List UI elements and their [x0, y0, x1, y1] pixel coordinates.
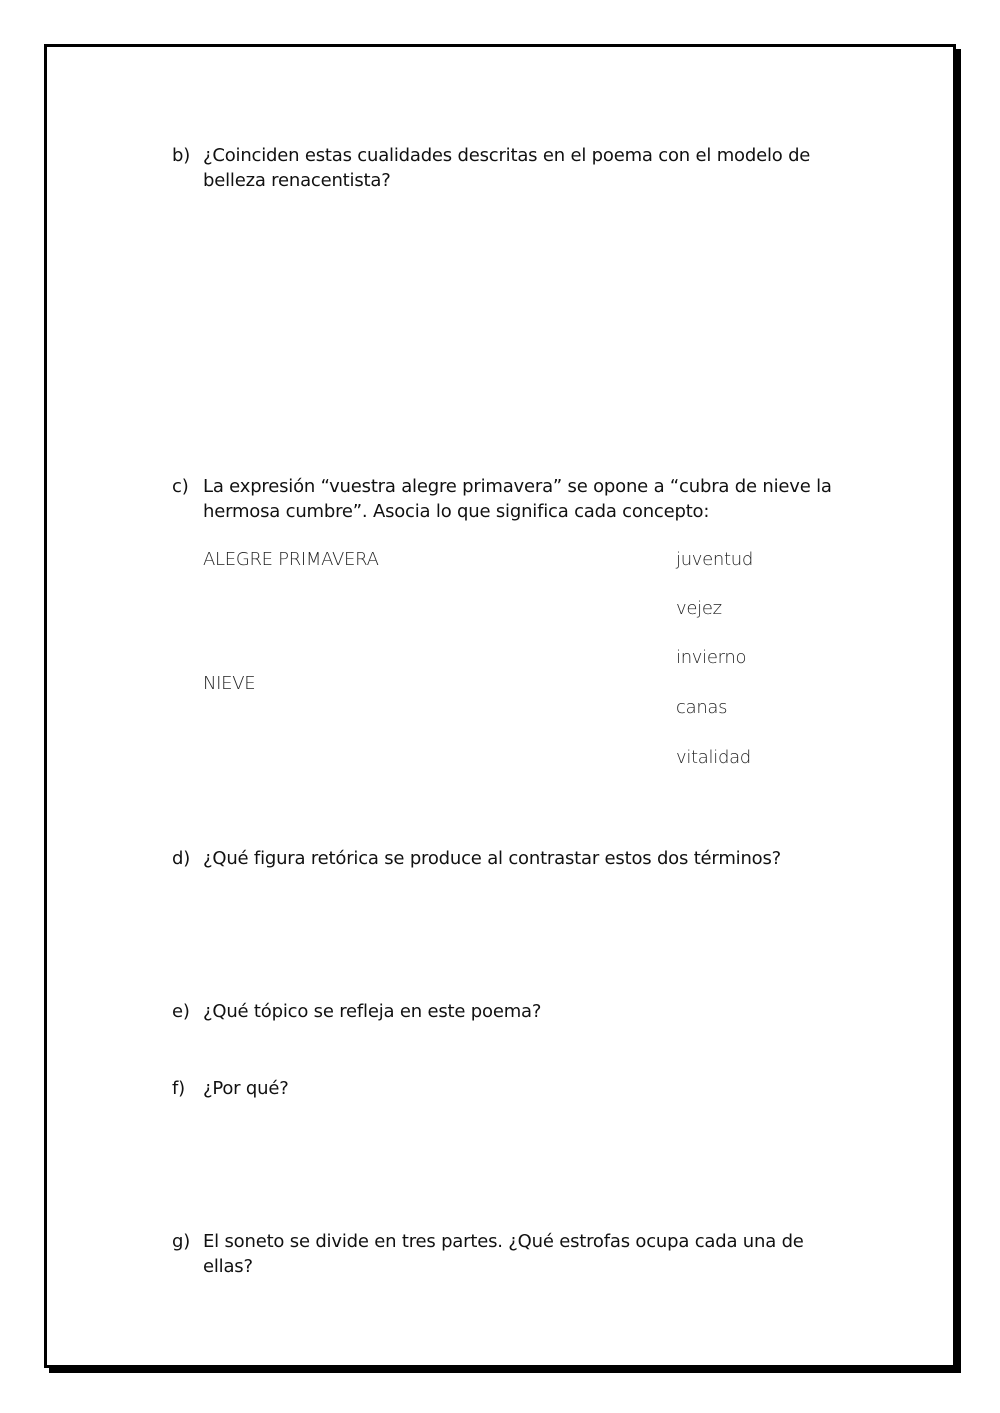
- question-c: [172, 474, 832, 524]
- question-e-text: ¿Qué tópico se refleja en este poema?: [203, 1001, 542, 1022]
- question-g-text: El soneto se divide en tres partes. ¿Qué estrofas ocupa cada una de ellas?: [203, 1231, 804, 1277]
- question-e-letter: e): [172, 1001, 190, 1022]
- question-d-letter: d): [172, 848, 191, 869]
- question-b-text: ¿Coinciden estas cualidades descritas en el poema con el modelo de belleza renacentista?: [203, 145, 811, 191]
- question-g-letter: g): [172, 1231, 191, 1252]
- question-b-letter: b): [172, 145, 191, 166]
- match-left-item[interactable]: NIEVE: [203, 673, 256, 694]
- question-f-text: ¿Por qué?: [203, 1078, 289, 1099]
- match-right-item[interactable]: juventud: [676, 549, 754, 570]
- match-right-item[interactable]: vitalidad: [676, 747, 751, 768]
- match-right-item[interactable]: invierno: [676, 647, 747, 668]
- match-right-item[interactable]: canas: [676, 697, 728, 718]
- question-e: [172, 999, 832, 1024]
- question-d-text: ¿Qué figura retórica se produce al contrastar estos dos términos?: [203, 848, 782, 869]
- question-d: [172, 846, 832, 871]
- page-border: [44, 44, 956, 1368]
- question-g: [172, 1229, 832, 1279]
- question-c-letter: c): [172, 476, 189, 497]
- question-b: [172, 143, 832, 193]
- match-right-item[interactable]: vejez: [676, 598, 722, 619]
- question-f: [172, 1076, 832, 1101]
- question-c-text: La expresión “vuestra alegre primavera” se opone a “cubra de nieve la hermosa cumbre”. Asocia lo que significa cada concepto:: [203, 476, 832, 522]
- match-left-item[interactable]: ALEGRE PRIMAVERA: [203, 549, 379, 570]
- question-f-letter: f): [172, 1078, 185, 1099]
